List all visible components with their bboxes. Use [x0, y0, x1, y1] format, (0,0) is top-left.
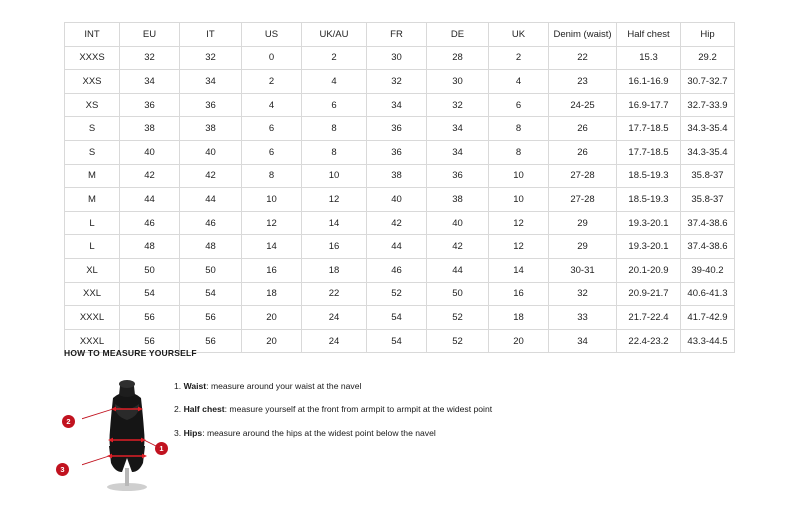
cell-fr: 36	[367, 140, 427, 164]
cell-eu: 46	[120, 211, 180, 235]
column-header-half-chest: Half chest	[617, 23, 681, 47]
cell-us: 12	[242, 211, 302, 235]
cell-de: 52	[427, 306, 489, 330]
cell-denim-waist: 26	[549, 140, 617, 164]
cell-half-chest: 17.7-18.5	[617, 117, 681, 141]
cell-uk-au: 18	[302, 258, 367, 282]
cell-hip: 37.4-38.6	[681, 211, 735, 235]
cell-uk-au: 4	[302, 70, 367, 94]
cell-half-chest: 15.3	[617, 46, 681, 70]
cell-uk: 10	[489, 188, 549, 212]
cell-de: 52	[427, 329, 489, 353]
cell-int: XXXS	[65, 46, 120, 70]
cell-fr: 36	[367, 117, 427, 141]
cell-denim-waist: 33	[549, 306, 617, 330]
cell-hip: 35.8-37	[681, 164, 735, 188]
cell-eu: 56	[120, 306, 180, 330]
cell-eu: 50	[120, 258, 180, 282]
cell-uk-au: 12	[302, 188, 367, 212]
cell-uk-au: 10	[302, 164, 367, 188]
measurement-instructions	[174, 368, 734, 451]
instruction-term-hips: Hips	[183, 427, 203, 438]
cell-uk: 6	[489, 93, 549, 117]
callout-bullet-2: 2	[62, 415, 75, 428]
table-header-row	[65, 23, 735, 47]
instruction-term-waist: Waist	[183, 381, 207, 391]
mannequin-figure-container	[60, 368, 174, 493]
cell-uk-au: 6	[302, 93, 367, 117]
cell-int: XL	[65, 258, 120, 282]
cell-uk-au: 16	[302, 235, 367, 259]
cell-it: 36	[180, 93, 242, 117]
cell-half-chest: 20.9-21.7	[617, 282, 681, 306]
column-header-fr: FR	[367, 23, 427, 47]
table-row	[65, 70, 735, 94]
cell-int: XXS	[65, 70, 120, 94]
cell-it: 32	[180, 46, 242, 70]
cell-hip: 35.8-37	[681, 188, 735, 212]
cell-it: 38	[180, 117, 242, 141]
cell-fr: 54	[367, 306, 427, 330]
cell-de: 34	[427, 117, 489, 141]
cell-de: 32	[427, 93, 489, 117]
table-row	[65, 117, 735, 141]
table-row	[65, 258, 735, 282]
cell-denim-waist: 30-31	[549, 258, 617, 282]
cell-us: 8	[242, 164, 302, 188]
cell-half-chest: 18.5-19.3	[617, 164, 681, 188]
cell-eu: 56	[120, 329, 180, 353]
cell-uk: 10	[489, 164, 549, 188]
cell-eu: 36	[120, 93, 180, 117]
cell-de: 36	[427, 164, 489, 188]
instruction-text-waist: : measure around your waist at the navel	[206, 381, 362, 391]
instruction-half-chest	[174, 404, 734, 414]
cell-us: 14	[242, 235, 302, 259]
cell-eu: 38	[120, 117, 180, 141]
cell-half-chest: 19.3-20.1	[617, 211, 681, 235]
cell-us: 20	[242, 306, 302, 330]
how-to-measure-section	[60, 348, 734, 493]
size-conversion-table	[64, 22, 735, 353]
cell-us: 0	[242, 46, 302, 70]
cell-it: 54	[180, 282, 242, 306]
cell-us: 6	[242, 140, 302, 164]
cell-uk: 14	[489, 258, 549, 282]
cell-de: 50	[427, 282, 489, 306]
cell-fr: 32	[367, 70, 427, 94]
instruction-term-half-chest: Half chest	[183, 404, 225, 415]
cell-it: 46	[180, 211, 242, 235]
cell-half-chest: 16.1-16.9	[617, 70, 681, 94]
cell-int: L	[65, 211, 120, 235]
cell-hip: 41.7-42.9	[681, 306, 735, 330]
column-header-uk-au: UK/AU	[302, 23, 367, 47]
instruction-hips	[174, 428, 734, 438]
cell-fr: 52	[367, 282, 427, 306]
mannequin-diagram	[60, 368, 172, 493]
cell-denim-waist: 27-28	[549, 188, 617, 212]
cell-uk-au: 2	[302, 46, 367, 70]
cell-it: 42	[180, 164, 242, 188]
cell-eu: 40	[120, 140, 180, 164]
cell-denim-waist: 29	[549, 235, 617, 259]
cell-it: 56	[180, 306, 242, 330]
cell-hip: 32.7-33.9	[681, 93, 735, 117]
cell-int: L	[65, 235, 120, 259]
cell-uk: 2	[489, 46, 549, 70]
cell-uk: 8	[489, 140, 549, 164]
column-header-us: US	[242, 23, 302, 47]
table-row	[65, 282, 735, 306]
cell-half-chest: 22.4-23.2	[617, 329, 681, 353]
cell-fr: 42	[367, 211, 427, 235]
cell-eu: 48	[120, 235, 180, 259]
callout-bullet-1: 1	[155, 442, 168, 455]
cell-half-chest: 17.7-18.5	[617, 140, 681, 164]
cell-denim-waist: 27-28	[549, 164, 617, 188]
cell-uk: 8	[489, 117, 549, 141]
cell-eu: 42	[120, 164, 180, 188]
cell-int: XXXL	[65, 329, 120, 353]
cell-eu: 54	[120, 282, 180, 306]
cell-us: 2	[242, 70, 302, 94]
cell-denim-waist: 34	[549, 329, 617, 353]
cell-hip: 43.3-44.5	[681, 329, 735, 353]
column-header-int: INT	[65, 23, 120, 47]
cell-us: 10	[242, 188, 302, 212]
cell-it: 40	[180, 140, 242, 164]
cell-hip: 34.3-35.4	[681, 117, 735, 141]
cell-fr: 46	[367, 258, 427, 282]
cell-us: 4	[242, 93, 302, 117]
table-row	[65, 235, 735, 259]
cell-fr: 44	[367, 235, 427, 259]
cell-uk-au: 8	[302, 117, 367, 141]
cell-eu: 34	[120, 70, 180, 94]
column-header-hip: Hip	[681, 23, 735, 47]
cell-it: 48	[180, 235, 242, 259]
cell-fr: 30	[367, 46, 427, 70]
column-header-it: IT	[180, 23, 242, 47]
cell-int: M	[65, 188, 120, 212]
cell-half-chest: 16.9-17.7	[617, 93, 681, 117]
cell-fr: 38	[367, 164, 427, 188]
cell-half-chest: 18.5-19.3	[617, 188, 681, 212]
cell-us: 6	[242, 117, 302, 141]
cell-uk-au: 24	[302, 329, 367, 353]
column-header-de: DE	[427, 23, 489, 47]
table-row	[65, 211, 735, 235]
instruction-index-1: 1.	[174, 381, 182, 391]
cell-uk: 16	[489, 282, 549, 306]
cell-hip: 34.3-35.4	[681, 140, 735, 164]
cell-de: 30	[427, 70, 489, 94]
cell-int: S	[65, 140, 120, 164]
cell-uk-au: 24	[302, 306, 367, 330]
cell-it: 50	[180, 258, 242, 282]
cell-half-chest: 20.1-20.9	[617, 258, 681, 282]
cell-int: S	[65, 117, 120, 141]
how-to-measure-body	[60, 368, 734, 493]
cell-us: 20	[242, 329, 302, 353]
instruction-text-hips: : measure around the hips at the widest point below the navel	[202, 427, 436, 438]
cell-hip: 29.2	[681, 46, 735, 70]
table-row	[65, 93, 735, 117]
cell-uk: 20	[489, 329, 549, 353]
instruction-text-half-chest: : measure yourself at the front from armpit to armpit at the widest point	[224, 404, 493, 415]
column-header-eu: EU	[120, 23, 180, 47]
cell-half-chest: 21.7-22.4	[617, 306, 681, 330]
cell-int: XS	[65, 93, 120, 117]
cell-uk: 12	[489, 235, 549, 259]
cell-us: 18	[242, 282, 302, 306]
table-row	[65, 140, 735, 164]
table-row	[65, 306, 735, 330]
cell-it: 56	[180, 329, 242, 353]
cell-it: 34	[180, 70, 242, 94]
table-row	[65, 188, 735, 212]
size-table-container	[64, 22, 734, 353]
instruction-index-2: 2.	[174, 404, 182, 415]
cell-de: 28	[427, 46, 489, 70]
cell-denim-waist: 23	[549, 70, 617, 94]
cell-denim-waist: 29	[549, 211, 617, 235]
instruction-waist	[174, 381, 734, 391]
cell-int: M	[65, 164, 120, 188]
cell-denim-waist: 26	[549, 117, 617, 141]
cell-hip: 40.6-41.3	[681, 282, 735, 306]
cell-de: 42	[427, 235, 489, 259]
column-header-denim-waist: Denim (waist)	[549, 23, 617, 47]
cell-de: 44	[427, 258, 489, 282]
cell-eu: 44	[120, 188, 180, 212]
cell-int: XXL	[65, 282, 120, 306]
cell-de: 38	[427, 188, 489, 212]
cell-uk-au: 22	[302, 282, 367, 306]
cell-denim-waist: 22	[549, 46, 617, 70]
cell-half-chest: 19.3-20.1	[617, 235, 681, 259]
cell-uk-au: 8	[302, 140, 367, 164]
cell-uk: 4	[489, 70, 549, 94]
cell-int: XXXL	[65, 306, 120, 330]
cell-hip: 37.4-38.6	[681, 235, 735, 259]
table-row	[65, 46, 735, 70]
instruction-index-3: 3.	[174, 427, 182, 438]
table-row	[65, 164, 735, 188]
cell-hip: 30.7-32.7	[681, 70, 735, 94]
cell-uk: 18	[489, 306, 549, 330]
cell-it: 44	[180, 188, 242, 212]
cell-uk-au: 14	[302, 211, 367, 235]
cell-eu: 32	[120, 46, 180, 70]
cell-uk: 12	[489, 211, 549, 235]
column-header-uk: UK	[489, 23, 549, 47]
cell-fr: 34	[367, 93, 427, 117]
cell-fr: 40	[367, 188, 427, 212]
cell-denim-waist: 24-25	[549, 93, 617, 117]
cell-de: 40	[427, 211, 489, 235]
how-to-measure-title: HOW TO MEASURE YOURSELF	[64, 348, 197, 358]
cell-hip: 39-40.2	[681, 258, 735, 282]
cell-fr: 54	[367, 329, 427, 353]
callout-bullet-3: 3	[56, 463, 69, 476]
cell-denim-waist: 32	[549, 282, 617, 306]
cell-de: 34	[427, 140, 489, 164]
cell-us: 16	[242, 258, 302, 282]
